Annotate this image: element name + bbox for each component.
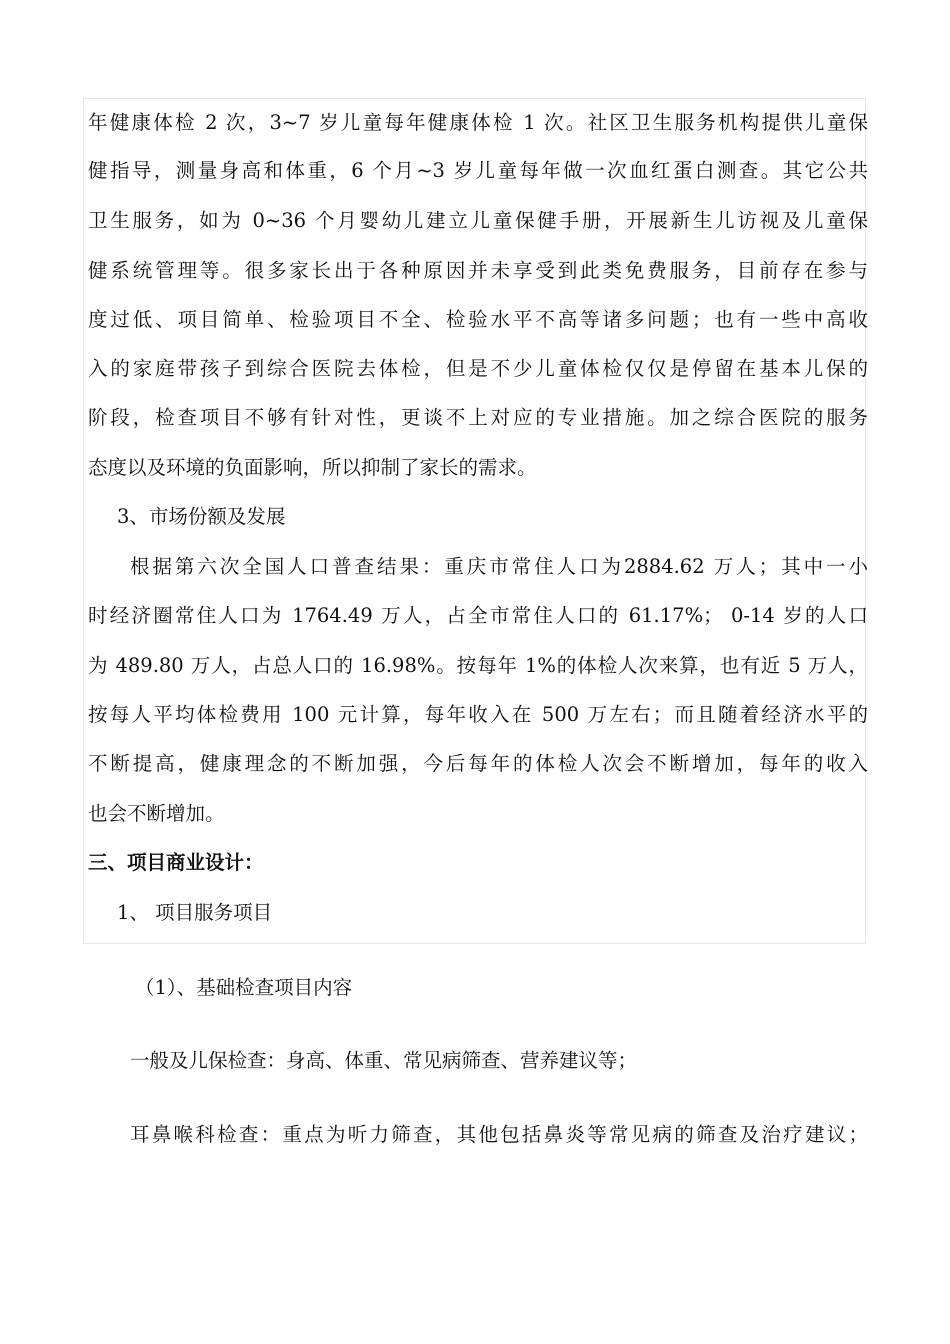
paragraph-line-14: 也会不断增加。 <box>88 802 225 825</box>
paragraph-line-10: 时经济圈常住人口为 1764.49 万人，占全市常住人口的 61.17%； 0-14 岁的人口 <box>88 604 868 627</box>
paragraph-line-7: 阶段，检查项目不够有针对性，更谈不上对应的专业措施。加之综合医院的服务 <box>88 406 868 429</box>
paragraph-line-11: 为 489.80 万人，占总人口的 16.98%。按每年 1%的体检人次来算，也有近 5 万人， <box>88 654 868 677</box>
subheading-market-share: 3、市场份额及发展 <box>117 505 286 528</box>
ent-check-text: 耳鼻喉科检查：重点为听力筛查，其他包括鼻炎等常见病的筛查及治疗建议； <box>130 1123 868 1146</box>
paragraph-line-4: 健系统管理等。很多家长出于各种原因并未享受到此类免费服务，目前存在参与 <box>88 259 868 282</box>
paragraph-line-6: 入的家庭带孩子到综合医院去体检，但是不少儿童体检仅仅是停留在基本儿保的 <box>88 357 868 380</box>
paragraph-line-1: 年健康体检 2 次，3~7 岁儿童每年健康体检 1 次。社区卫生服务机构提供儿童保 <box>88 111 868 134</box>
paragraph-line-9: 根据第六次全国人口普查结果：重庆市常住人口为2884.62 万人；其中一小 <box>130 555 868 578</box>
item-service-projects: 1、 项目服务项目 <box>117 901 273 924</box>
paragraph-line-8: 态度以及环境的负面影响，所以抑制了家长的需求。 <box>88 456 537 479</box>
paragraph-line-12: 按每人平均体检费用 100 元计算，每年收入在 500 万左右；而且随着经济水平的 <box>88 703 868 726</box>
paragraph-line-3: 卫生服务，如为 0~36 个月婴幼儿建立儿童保健手册，开展新生儿访视及儿童保 <box>88 209 868 232</box>
section-heading: 三、项目商业设计： <box>88 851 264 874</box>
general-check-text: 一般及儿保检查：身高、体重、常见病筛查、营养建议等； <box>130 1049 638 1072</box>
paragraph-line-13: 不断提高，健康理念的不断加强，今后每年的体检人次会不断增加，每年的收入 <box>88 752 868 775</box>
paragraph-line-2: 健指导，测量身高和体重，6 个月~3 岁儿童每年做一次血红蛋白测查。其它公共 <box>88 159 868 182</box>
paragraph-line-5: 度过低、项目简单、检验项目不全、检验水平不高等诸多问题；也有一些中高收 <box>88 308 868 331</box>
item-basic-checks: （1）、基础检查项目内容 <box>135 976 353 999</box>
